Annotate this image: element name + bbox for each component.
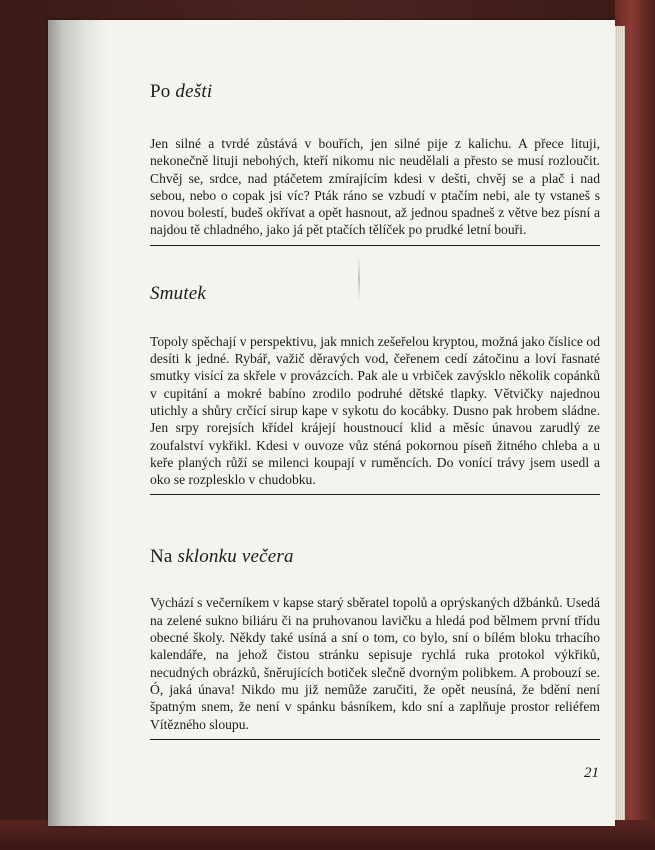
poem-title	[150, 282, 600, 306]
page-number: 21	[584, 765, 599, 781]
page-stack-edges	[615, 26, 625, 820]
poem-title-italic: Smutek	[150, 282, 207, 304]
page-gutter-shadow	[48, 20, 108, 826]
poem-title-italic: sklonku večera	[177, 546, 294, 568]
poem-title	[150, 80, 600, 104]
poem-text: Vychází s večerníkem v kapse starý sběratel topolů a oprýskaných džbánků. Usedá na zelené sukno biliáru či na pruhovanou lavičku a hledá pod bělmem první třídu obecné školy. Někdy také usíná a sní o tom, co bylo, sní o bílém bloku trhacího kalendáře, na jehož čistou stránku sepisuje rychlá ruka protokol výkřiků, necudných obrázků, šněrujících botiček slečně dvorným polibkem. A probouzí se. Ó, jaká únava! Nikdo mu již nemůže zaručiti, že opět neusíná, že bdění není špatným snem, že není v spánku básníkem, kdo sní a zaplňuje prostor reliéfem Vítězného sloupu.	[150, 594, 600, 739]
poem-title	[150, 545, 600, 569]
poem-smutek	[150, 282, 600, 496]
poem-text: Jen silné a tvrdé zůstává v bouřích, jen silné pije z kalichu. A přece lituji, nekonečně lituji nebohých, kteří nikomu nic neudělali a přesto se musí rozloučit. Chvěj se, srdce, nad ptáčetem zmírajícím kdesi v dešti, chvěj se a plač i nad sebou, nebo o copak jsi víc? Pták ráno se vzbudí v ptačím nebi, ale ty vstaneš s novou bolestí, budeš okřívat a opět hasnout, až jednou spadneš z větve bez písní a najdou tě chladného, jako já pět ptačích tělíček po prudké letní bouři.	[150, 135, 600, 246]
poem-title-italic: dešti	[175, 81, 213, 102]
poem-title-prefix: Na	[150, 546, 178, 568]
poem-na-sklonku-vecera	[150, 545, 600, 739]
book-page	[48, 20, 615, 826]
poem-title-prefix: Po	[150, 81, 176, 102]
poem-text: Topoly spěchají v perspektivu, jak mnich zešeřelou kryptou, možná jako číslice od desíti k jedné. Rybář, važič děravých vod, čeřenem cedí zátočinu a loví řasnaté smutky visící za skřele v provázcích. Pak ale u vrbiček zavýsklo několik copánků v cupitání a mokré babíno zrodilo podruhé dětské tlapky. Větvičky najednou utichly a shůry crčící sirup kape v sykotu do kocábky. Dusno pak hrobem sládne. Jen srpy rorejsích křídel krájejí houstnoucí klid a měsíc únavou zarudlý ze zoufalství vykřikl. Kdesi v ouvoze vůz sténá pokornou píseň žitného chleba a u keře planých růží se milenci koupají v ruměncích. Do vonící trávy jsem usedl a oko se rozplesklo v chudobku.	[150, 333, 600, 496]
page-content	[150, 80, 600, 740]
poem-po-desti	[150, 80, 600, 246]
